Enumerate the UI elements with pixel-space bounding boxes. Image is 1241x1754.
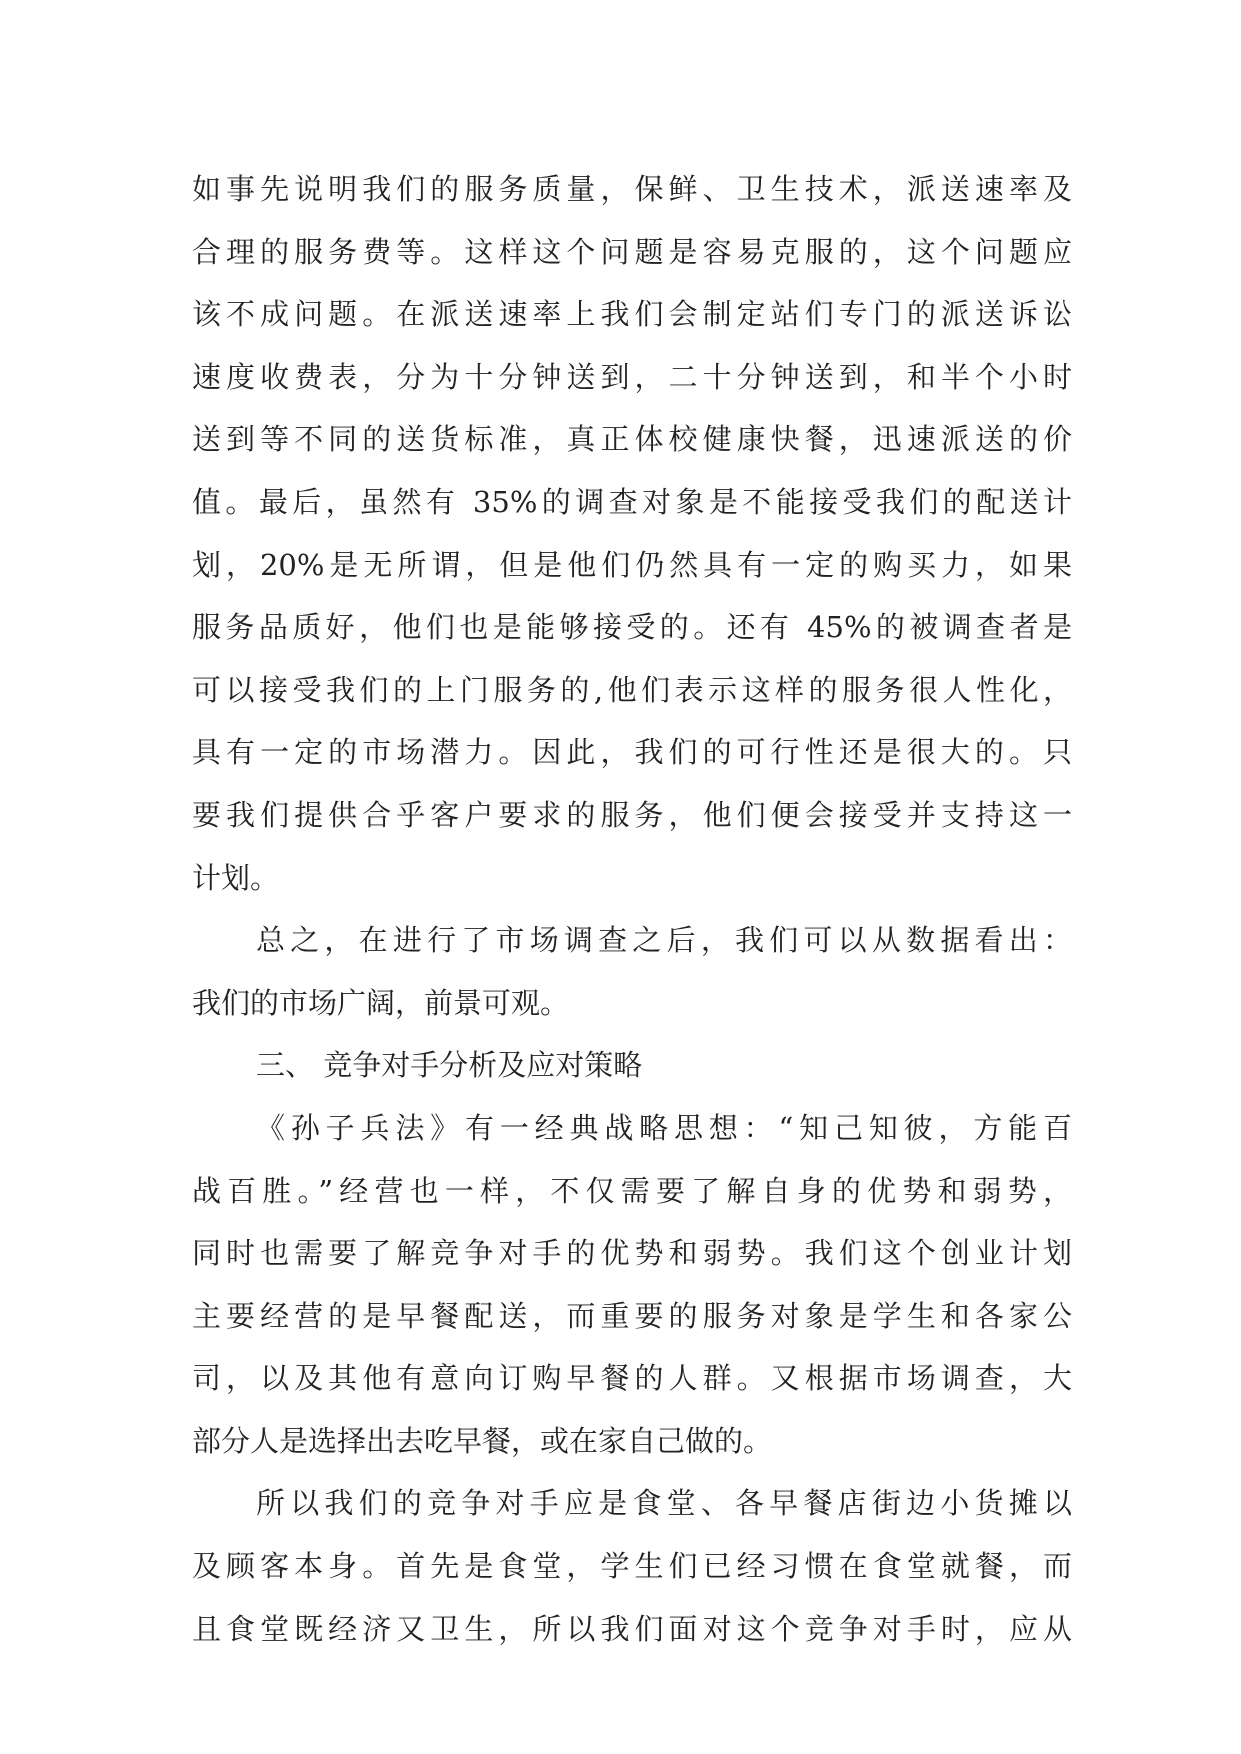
text-line: 我们的市场广阔，前景可观。	[192, 985, 570, 1020]
text-line: 合理的服务费等。这样这个问题是容易克服的，这个问题应	[192, 234, 1072, 269]
text-line: 战百胜。”经营也一样，不仅需要了解自身的优势和弱势，	[192, 1173, 1072, 1208]
section-heading-text: 三、 竞争对手分析及应对策略	[256, 1048, 643, 1083]
text-line: 同时也需要了解竞争对手的优势和弱势。我们这个创业计划	[192, 1236, 1072, 1271]
paragraph-market-feasibility	[192, 158, 1072, 909]
text-line: 计划。	[192, 860, 280, 895]
text-line: 如事先说明我们的服务质量，保鲜、卫生技术，派送速率及	[192, 172, 1072, 206]
text-line: 所以我们的竞争对手应是食堂、各早餐店街边小货摊以	[256, 1486, 1072, 1521]
text-line: 部分人是选择出去吃早餐，或在家自己做的。	[192, 1423, 773, 1458]
paragraph-competitors	[192, 1472, 1072, 1660]
document-body	[192, 158, 1072, 1660]
text-line: 《孙子兵法》有一经典战略思想：“知己知彼，方能百	[256, 1110, 1072, 1145]
text-line: 总之，在进行了市场调查之后，我们可以从数据看出：	[256, 923, 1072, 958]
text-line: 要我们提供合乎客户要求的服务，他们便会接受并支持这一	[192, 797, 1072, 832]
text-line: 值。最后，虽然有 35%的调查对象是不能接受我们的配送计	[192, 484, 1072, 519]
section-heading	[192, 1034, 1072, 1097]
text-line: 及顾客本身。首先是食堂，学生们已经习惯在食堂就餐，而	[192, 1549, 1072, 1584]
text-line: 可以接受我们的上门服务的,他们表示这样的服务很人性化，	[192, 672, 1072, 707]
paragraph-summary	[192, 909, 1072, 1034]
text-line: 划，20%是无所谓，但是他们仍然具有一定的购买力，如果	[192, 547, 1072, 582]
text-line: 且食堂既经济又卫生，所以我们面对这个竞争对手时，应从	[192, 1611, 1072, 1646]
text-line: 主要经营的是早餐配送，而重要的服务对象是学生和各家公	[192, 1298, 1072, 1333]
text-line: 服务品质好，他们也是能够接受的。还有 45%的被调查者是	[192, 610, 1072, 645]
text-line: 具有一定的市场潜力。因此，我们的可行性还是很大的。只	[192, 735, 1072, 770]
text-line: 司，以及其他有意向订购早餐的人群。又根据市场调查，大	[192, 1361, 1072, 1396]
paragraph-competition-intro	[192, 1097, 1072, 1473]
text-line: 送到等不同的送货标准，真正体校健康快餐，迅速派送的价	[192, 422, 1072, 457]
text-line: 该不成问题。在派送速率上我们会制定站们专门的派送诉讼	[192, 297, 1072, 332]
text-line: 速度收费表，分为十分钟送到，二十分钟送到，和半个小时	[192, 359, 1072, 394]
